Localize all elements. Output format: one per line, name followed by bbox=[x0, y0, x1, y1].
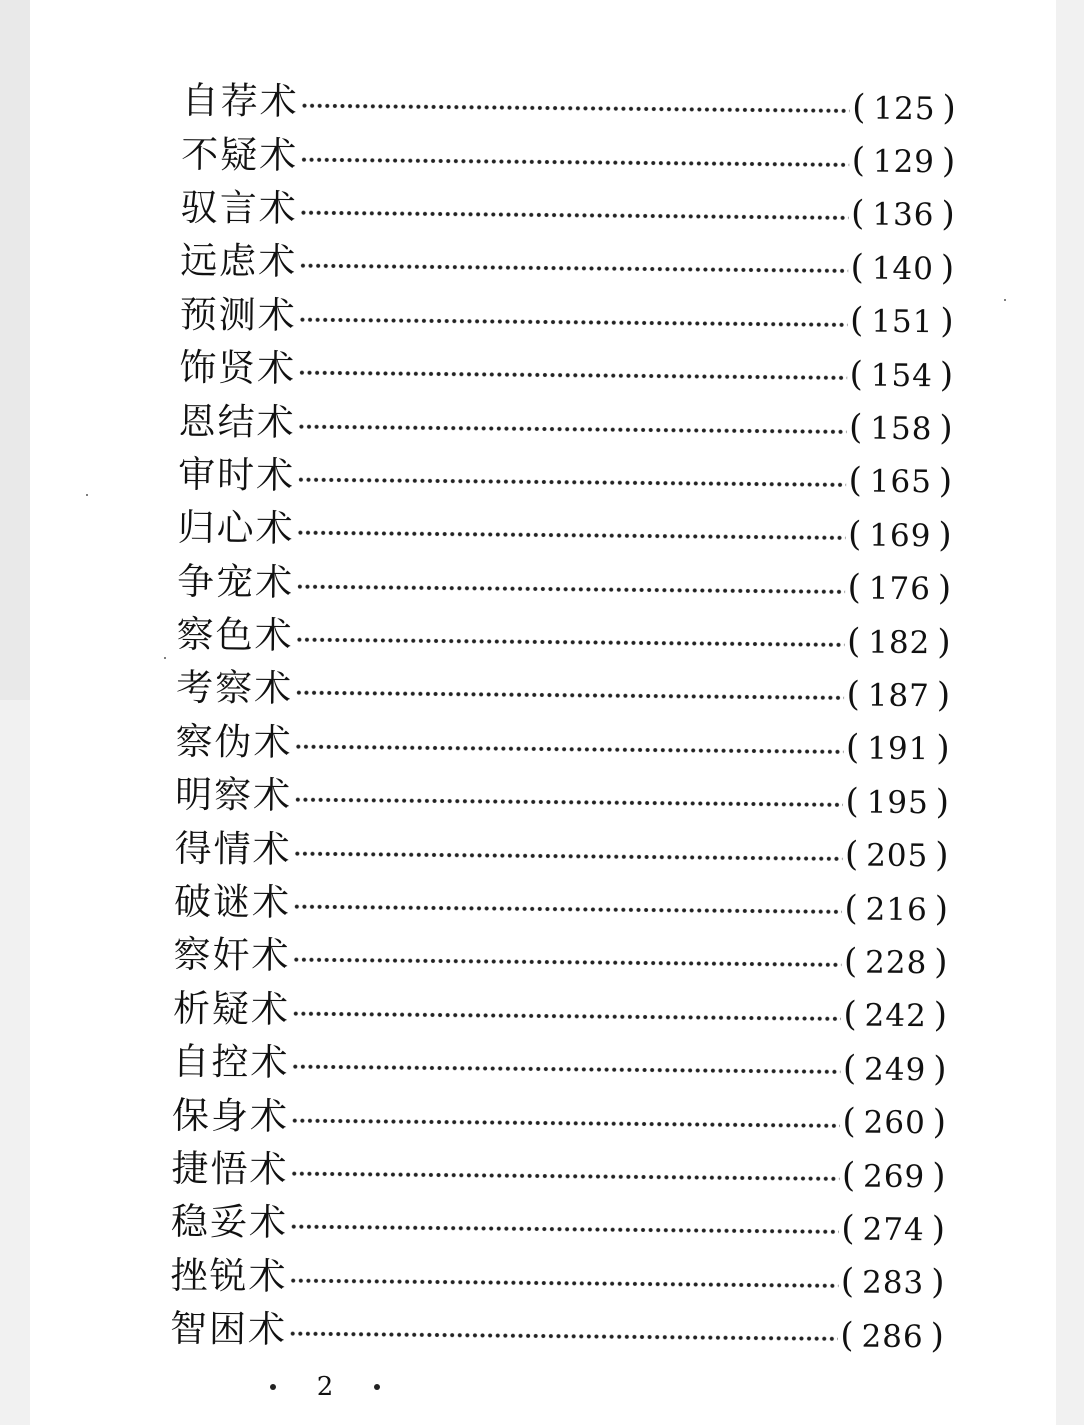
toc-entry[interactable] bbox=[181, 74, 956, 135]
close-paren: ) bbox=[938, 461, 954, 502]
open-paren: ( bbox=[843, 941, 859, 982]
dot-leader bbox=[300, 209, 850, 221]
toc-entry[interactable] bbox=[173, 928, 948, 989]
scan-speck bbox=[164, 657, 166, 659]
page-number: 158 bbox=[870, 410, 933, 448]
page-number: 176 bbox=[868, 570, 932, 608]
toc-entry-page bbox=[846, 674, 952, 716]
footer-dot-right bbox=[374, 1384, 380, 1390]
dot-leader bbox=[297, 476, 847, 488]
close-paren: ) bbox=[939, 408, 954, 449]
close-paren: ) bbox=[937, 621, 952, 663]
page-footer bbox=[270, 1372, 380, 1402]
open-paren: ( bbox=[842, 1101, 857, 1142]
close-paren: ) bbox=[935, 835, 950, 876]
toc-entry-page bbox=[843, 994, 949, 1036]
close-paren: ) bbox=[932, 1102, 948, 1143]
toc-entry[interactable] bbox=[172, 1088, 947, 1149]
toc-entry-title: 破谜术 bbox=[173, 880, 292, 925]
close-paren: ) bbox=[934, 888, 950, 929]
toc-entry[interactable] bbox=[176, 661, 951, 722]
toc-entry[interactable] bbox=[172, 1035, 947, 1096]
dot-leader bbox=[292, 1010, 842, 1022]
toc-entry-title: 不疑术 bbox=[181, 132, 299, 177]
dot-leader bbox=[291, 1063, 841, 1075]
toc-entry-title: 远虑术 bbox=[179, 239, 298, 284]
close-paren: ) bbox=[939, 354, 955, 396]
close-paren: ) bbox=[930, 1315, 946, 1357]
toc-entry-title: 捷悟术 bbox=[171, 1146, 289, 1192]
toc-entry-page bbox=[841, 1208, 947, 1250]
footer-page-number: 2 bbox=[316, 1372, 334, 1402]
close-paren: ) bbox=[930, 1262, 946, 1303]
toc-entry-page bbox=[849, 300, 955, 342]
page-edge bbox=[0, 0, 30, 700]
scan-speck bbox=[86, 494, 88, 496]
toc-entry-page bbox=[844, 834, 950, 876]
page-number: 140 bbox=[871, 250, 935, 288]
scan-speck bbox=[1004, 299, 1006, 301]
open-paren: ( bbox=[844, 887, 859, 929]
toc-entry-page bbox=[850, 247, 956, 289]
toc-entry[interactable] bbox=[178, 448, 953, 509]
open-paren: ( bbox=[851, 140, 867, 181]
dot-leader bbox=[298, 369, 848, 381]
toc-entry[interactable] bbox=[180, 181, 955, 242]
toc-entry-title: 自荐术 bbox=[181, 79, 299, 124]
page-number: 286 bbox=[861, 1318, 924, 1355]
page-number: 182 bbox=[868, 624, 931, 661]
toc-entry-page bbox=[847, 567, 953, 609]
toc-entry[interactable] bbox=[170, 1302, 945, 1363]
page-number: 169 bbox=[869, 517, 932, 555]
open-paren: ( bbox=[840, 1315, 855, 1356]
open-paren: ( bbox=[840, 1261, 856, 1302]
open-paren: ( bbox=[842, 1048, 858, 1089]
dot-leader bbox=[301, 102, 851, 114]
toc-entry[interactable] bbox=[170, 1249, 945, 1310]
close-paren: ) bbox=[935, 782, 951, 823]
toc-entry-title: 预测术 bbox=[179, 292, 297, 337]
open-paren: ( bbox=[848, 460, 864, 501]
close-paren: ) bbox=[938, 515, 953, 556]
dot-leader bbox=[292, 957, 842, 969]
dot-leader bbox=[299, 316, 849, 328]
toc-entry-title: 挫锐术 bbox=[170, 1253, 288, 1298]
table-of-contents bbox=[170, 74, 972, 1363]
dot-leader bbox=[293, 903, 843, 915]
page-number: 283 bbox=[861, 1264, 925, 1302]
close-paren: ) bbox=[933, 1048, 948, 1090]
toc-entry-page bbox=[841, 1154, 947, 1196]
toc-entry[interactable] bbox=[174, 821, 949, 882]
close-paren: ) bbox=[941, 141, 957, 182]
toc-entry-page bbox=[840, 1261, 946, 1303]
toc-entry-title: 考察术 bbox=[175, 666, 294, 711]
dot-leader bbox=[299, 262, 849, 274]
toc-entry[interactable] bbox=[178, 394, 953, 455]
close-paren: ) bbox=[941, 194, 956, 235]
page-number: 129 bbox=[872, 143, 936, 181]
page-number: 195 bbox=[866, 784, 930, 821]
toc-entry-page bbox=[851, 140, 957, 182]
toc-entry[interactable] bbox=[180, 234, 955, 295]
toc-entry-title: 审时术 bbox=[177, 452, 296, 498]
toc-entry-title: 察伪术 bbox=[175, 719, 293, 764]
open-paren: ( bbox=[841, 1154, 857, 1196]
open-paren: ( bbox=[843, 994, 858, 1035]
page-number: 136 bbox=[872, 197, 935, 234]
open-paren: ( bbox=[850, 247, 866, 288]
dot-leader bbox=[295, 743, 845, 755]
toc-entry-title: 驭言术 bbox=[180, 185, 298, 231]
dot-leader bbox=[296, 636, 846, 648]
dot-leader bbox=[293, 850, 843, 862]
toc-entry[interactable] bbox=[171, 1195, 946, 1256]
open-paren: ( bbox=[849, 354, 865, 395]
page-number: 228 bbox=[864, 944, 928, 982]
page-number: 269 bbox=[862, 1158, 926, 1195]
toc-entry-title: 自控术 bbox=[172, 1040, 290, 1085]
page-number: 154 bbox=[870, 357, 934, 394]
close-paren: ) bbox=[933, 995, 949, 1036]
toc-entry[interactable] bbox=[171, 1142, 946, 1203]
page-number: 274 bbox=[862, 1211, 925, 1249]
toc-entry-page bbox=[845, 781, 951, 823]
toc-entry-page bbox=[848, 460, 954, 502]
page-number: 249 bbox=[863, 1051, 927, 1088]
open-paren: ( bbox=[848, 407, 864, 448]
page-number: 165 bbox=[869, 464, 933, 501]
toc-entry-page bbox=[840, 1315, 946, 1357]
close-paren: ) bbox=[931, 1209, 947, 1250]
dot-leader bbox=[300, 156, 850, 168]
dot-leader bbox=[295, 690, 845, 702]
toc-entry-title: 得情术 bbox=[174, 826, 292, 871]
dot-leader bbox=[291, 1117, 841, 1129]
close-paren: ) bbox=[940, 248, 956, 289]
dot-leader bbox=[289, 1330, 839, 1342]
page-number: 205 bbox=[865, 837, 929, 875]
toc-entry-page bbox=[842, 1101, 948, 1143]
toc-entry-title: 智困术 bbox=[169, 1307, 288, 1352]
open-paren: ( bbox=[846, 621, 862, 662]
close-paren: ) bbox=[936, 728, 951, 769]
toc-entry-page bbox=[846, 621, 952, 663]
open-paren: ( bbox=[845, 727, 861, 768]
toc-entry[interactable] bbox=[179, 341, 954, 402]
toc-entry-title: 争宠术 bbox=[176, 559, 295, 604]
toc-entry-title: 归心术 bbox=[177, 506, 295, 551]
toc-entry-page bbox=[850, 193, 956, 235]
page-number: 151 bbox=[871, 303, 934, 341]
toc-entry-page bbox=[845, 727, 951, 769]
toc-entry[interactable] bbox=[176, 608, 951, 669]
dot-leader bbox=[298, 423, 848, 435]
page-number: 191 bbox=[867, 730, 930, 768]
toc-entry[interactable] bbox=[174, 875, 949, 936]
open-paren: ( bbox=[850, 193, 866, 235]
footer-dot-left bbox=[270, 1384, 276, 1390]
toc-entry[interactable] bbox=[175, 715, 950, 776]
toc-entry-title: 恩结术 bbox=[178, 399, 296, 444]
open-paren: ( bbox=[841, 1208, 856, 1249]
toc-entry-title: 察色术 bbox=[176, 613, 294, 658]
open-paren: ( bbox=[847, 514, 863, 555]
toc-entry-title: 饰贤术 bbox=[178, 346, 297, 391]
toc-entry-page bbox=[851, 87, 957, 129]
dot-leader bbox=[294, 796, 844, 808]
toc-entry-title: 稳妥术 bbox=[170, 1200, 289, 1245]
toc-entry-page bbox=[842, 1048, 948, 1090]
close-paren: ) bbox=[940, 301, 955, 342]
toc-entry-title: 明察术 bbox=[174, 773, 293, 818]
page-number: 242 bbox=[864, 997, 927, 1035]
open-paren: ( bbox=[846, 674, 862, 715]
toc-entry[interactable] bbox=[173, 982, 948, 1043]
toc-entry-page bbox=[843, 941, 949, 983]
page-number: 260 bbox=[863, 1104, 926, 1142]
toc-entry-title: 析疑术 bbox=[172, 986, 291, 1031]
open-paren: ( bbox=[849, 300, 865, 341]
page-number: 216 bbox=[865, 891, 928, 928]
toc-entry-page bbox=[849, 354, 955, 396]
dot-leader bbox=[296, 583, 846, 595]
toc-entry-title: 察奸术 bbox=[173, 933, 291, 978]
open-paren: ( bbox=[845, 781, 860, 822]
close-paren: ) bbox=[932, 1155, 947, 1196]
dot-leader bbox=[290, 1223, 840, 1235]
toc-entry[interactable] bbox=[179, 288, 954, 349]
page-number: 187 bbox=[867, 677, 931, 715]
toc-entry-page bbox=[848, 407, 954, 449]
page-number: 125 bbox=[873, 90, 936, 127]
toc-entry[interactable] bbox=[177, 501, 952, 562]
dot-leader bbox=[297, 529, 847, 541]
open-paren: ( bbox=[847, 567, 863, 608]
toc-entry[interactable] bbox=[175, 768, 950, 829]
toc-entry-page bbox=[847, 514, 953, 556]
toc-entry-page bbox=[844, 887, 950, 929]
close-paren: ) bbox=[936, 675, 952, 716]
open-paren: ( bbox=[844, 834, 860, 875]
close-paren: ) bbox=[942, 87, 957, 129]
dot-leader bbox=[289, 1277, 839, 1289]
open-paren: ( bbox=[851, 87, 867, 128]
close-paren: ) bbox=[934, 942, 949, 983]
toc-entry-title: 保身术 bbox=[171, 1093, 290, 1138]
dot-leader bbox=[290, 1170, 840, 1182]
toc-entry[interactable] bbox=[177, 554, 952, 615]
toc-entry[interactable] bbox=[181, 127, 956, 188]
close-paren: ) bbox=[937, 568, 953, 609]
